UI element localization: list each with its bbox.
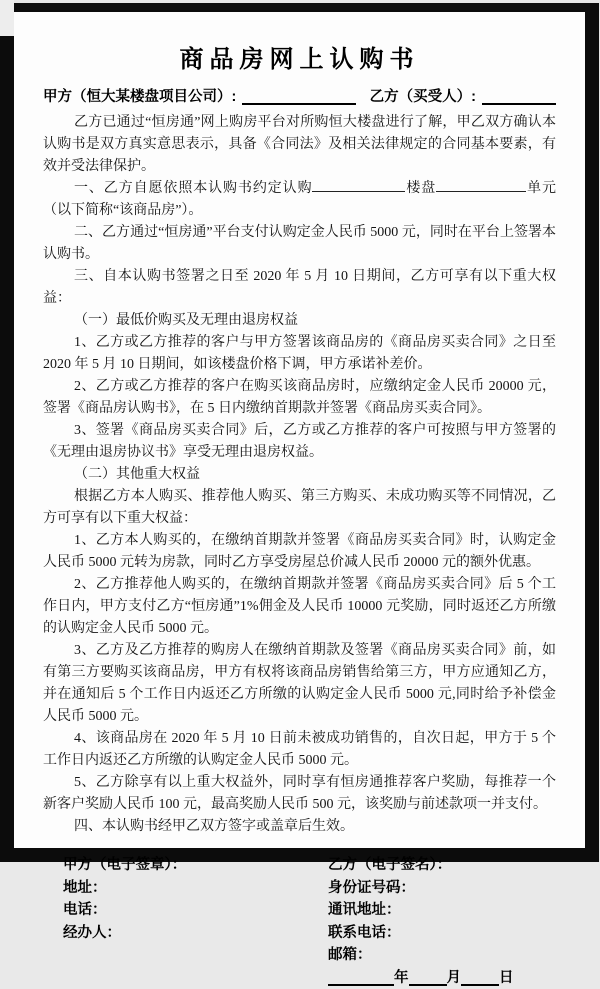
paragraph: 3、签署《商品房买卖合同》后，乙方或乙方推荐的客户可按照与甲方签署的《无理由退房协议书》享受无理由退房权益。 [43, 423, 556, 460]
paragraph: 2、乙方或乙方推荐的客户在购买该商品房时，应缴纳定金人民币 20000 元，签署《商品房认购书》，在 5 日内缴纳首期款并签署《商品房买卖合同》。 [43, 379, 556, 416]
date-blank-underline [409, 967, 447, 986]
paragraph: 3、乙方及乙方推荐的购房人在缴纳首期款及签署《商品房买卖合同》前，如有第三方要购买该商品房，甲方有权将该商品房销售给第三方，甲方应通知乙方，并在通知后 5 个工作日内返还乙方所缴的认购定金人民币 5000 元,同时给予补偿金人民币 5000 元。 [43, 643, 556, 724]
date-line [328, 967, 556, 989]
paragraph: 1、乙方本人购买的，在缴纳首期款并签署《商品房买卖合同》时，认购定金人民币 5000 元转为房款，同时乙方享受房屋总价减人民币 20000 元的额外优惠。 [43, 533, 556, 570]
date-blank-underline [461, 967, 499, 986]
document-title: 商品房网上认购书 [179, 46, 420, 73]
paragraph: 一、乙方自愿依照本认购书约定认购 楼盘 单元（以下简称“该商品房”）。 [43, 178, 556, 222]
party-header-line [43, 87, 556, 107]
date-blank-underline [328, 967, 394, 986]
date-unit-label: 日 [499, 969, 514, 986]
signature-field-label: 经办人： [63, 924, 121, 941]
party-b-label: 乙方（买受人）: [369, 89, 476, 105]
blank-underline [312, 178, 405, 192]
signature-field-label: 电话： [63, 902, 107, 918]
paragraph: 5、乙方除享有以上重大权益外，同时享有恒房通推荐客户奖励，每推荐一个新客户奖励人民币 100 元，最高奖励人民币 500 元，该奖励与前述款项一并支付。 [43, 775, 556, 812]
blank-underline [436, 178, 526, 192]
scan-corner-fade [0, 0, 14, 36]
paragraph: 1、乙方或乙方推荐的客户与甲方签署该商品房的《商品房买卖合同》之日至 2020 年 5 月 10 日期间，如该楼盘价格下调，甲方承诺补差价。 [43, 335, 556, 372]
signature-field-label: 地址： [63, 879, 107, 896]
date-unit-label: 月 [446, 969, 461, 986]
paragraph: 乙方已通过“恒房通”网上购房平台对所购恒大楼盘进行了解，甲乙双方确认本认购书是双方真实意思表示，具备《合同法》及相关法律规定的合同基本要素，有效并受法律保护。 [43, 115, 556, 174]
signature-party-b-column [328, 854, 556, 989]
paragraph: 2、乙方推荐他人购买的，在缴纳首期款并签署《商品房买卖合同》后 5 个工作日内，甲方支付乙方“恒房通”1%佣金及人民币 10000 元奖励，同时返还乙方所缴的认购定金人民币 5000 元。 [43, 577, 556, 636]
signature-field-label: 联系电话： [328, 924, 401, 941]
party-a-label: 甲方（恒大某楼盘项目公司）: [43, 89, 237, 105]
paragraph: 三、自本认购书签署之日至 2020 年 5 月 10 日期间，乙方可享有以下重大权益： [43, 269, 556, 306]
paragraph: （一）最低价购买及无理由退房权益 [74, 313, 298, 328]
contract-page [14, 12, 585, 986]
signature-field-label: 邮箱： [328, 947, 372, 963]
signature-field-label: 乙方（电子签名）： [328, 857, 452, 873]
paragraph: 4、该商品房在 2020 年 5 月 10 日前未被成功销售的，自次日起，甲方于 5 个工作日内返还乙方所缴的认购定金人民币 5000 元。 [43, 731, 556, 768]
party-a-blank-underline [242, 87, 355, 105]
paragraph: 根据乙方本人购买、推荐他人购买、第三方购买、未成功购买等不同情况，乙方可享有以下重大权益： [43, 489, 556, 526]
signature-field-label: 甲方（电子签章）： [63, 857, 187, 873]
signature-block [43, 854, 556, 989]
paragraph: 四、本认购书经甲乙双方签字或盖章后生效。 [74, 819, 354, 834]
paragraph: （二）其他重大权益 [74, 467, 200, 482]
paragraph: 二、乙方通过“恒房通”平台支付认购定金人民币 5000 元，同时在平台上签署本认购书。 [43, 225, 556, 262]
date-unit-label: 年 [394, 969, 409, 986]
document-body [43, 112, 556, 838]
party-b-blank-underline [482, 87, 556, 105]
signature-field-label: 通讯地址： [328, 902, 401, 918]
signature-party-a-column [43, 854, 328, 989]
signature-field-label: 身份证号码： [328, 879, 415, 896]
